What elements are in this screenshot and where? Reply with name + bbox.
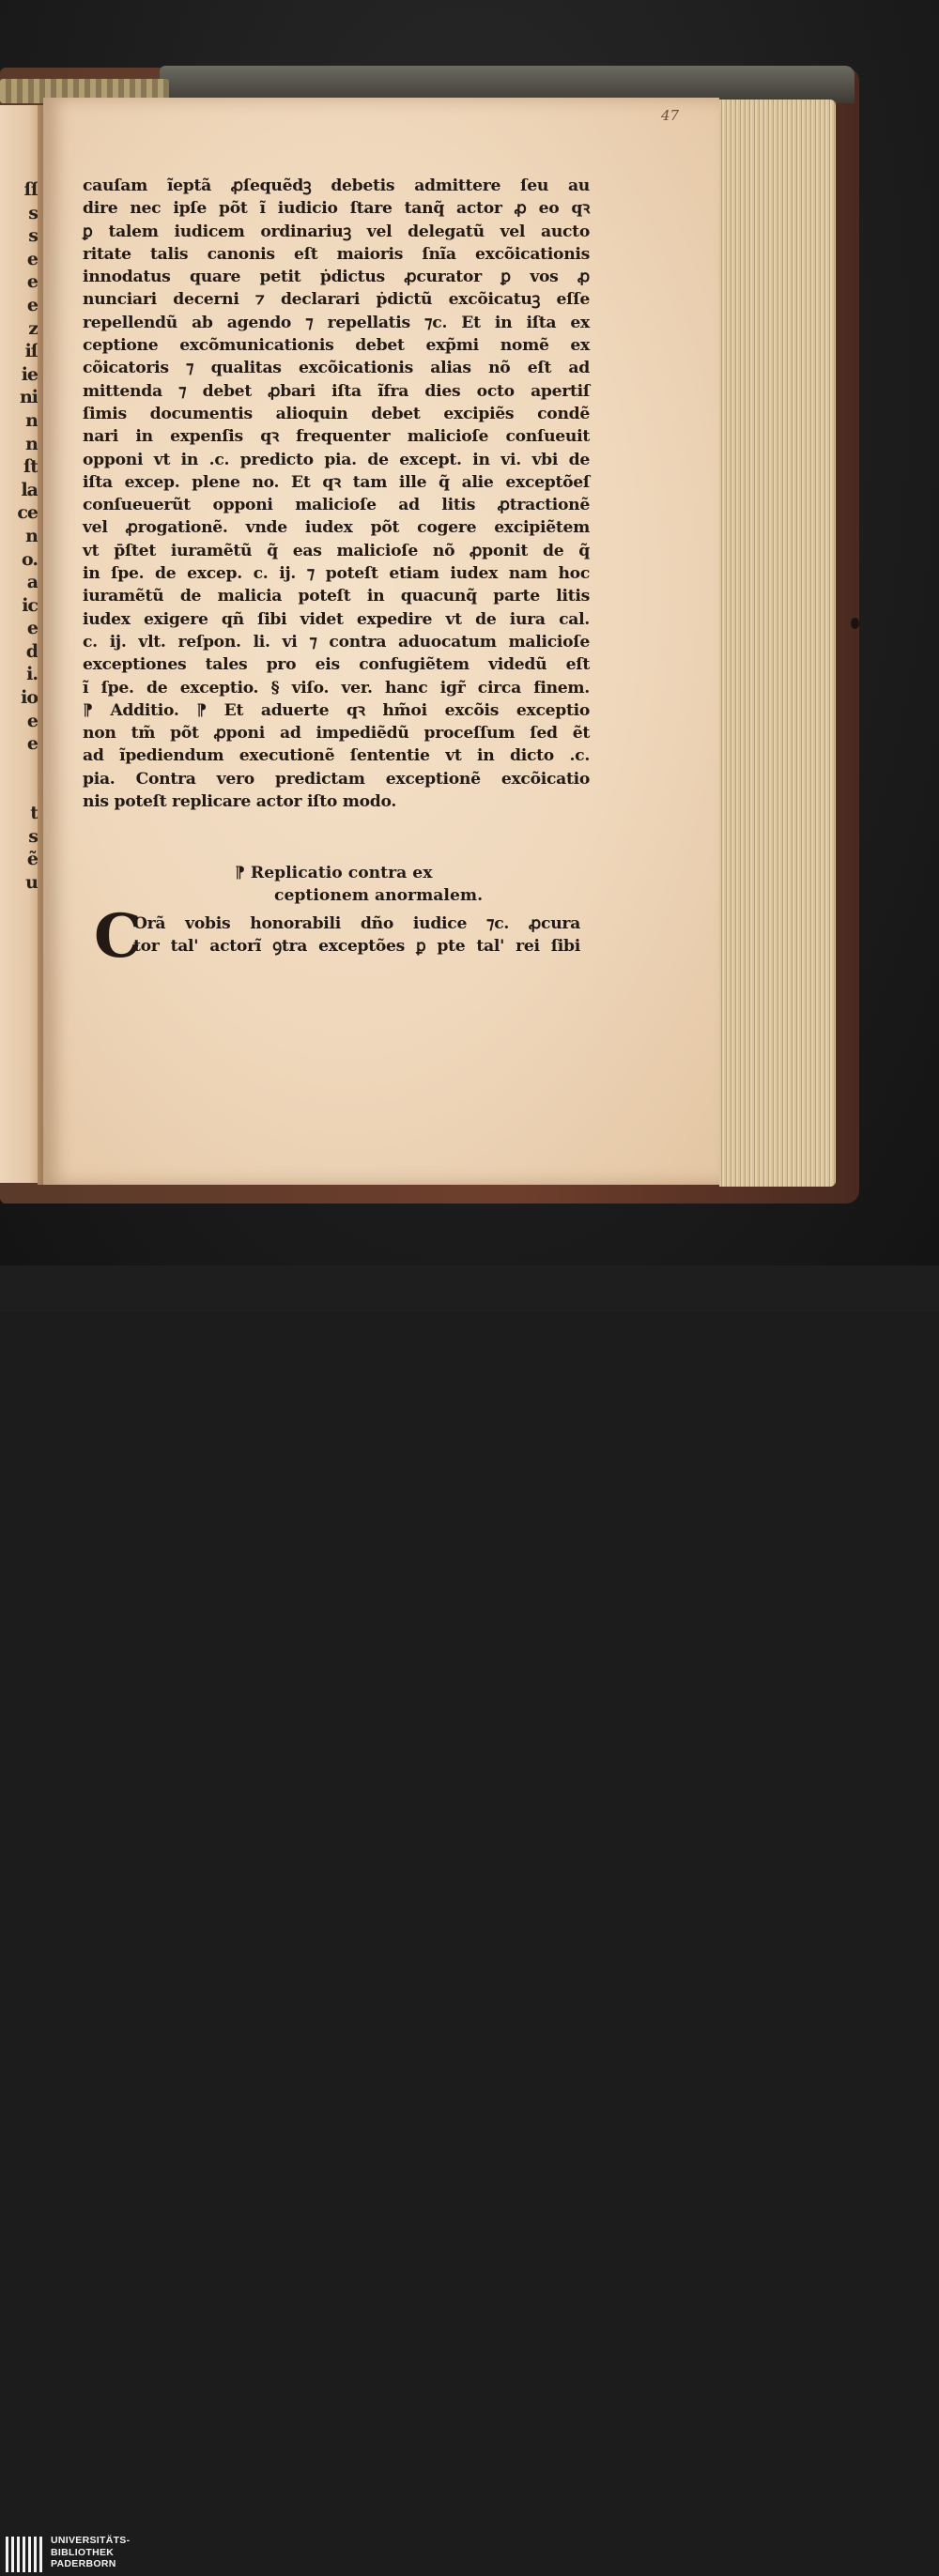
left-page-fragment: a — [26, 572, 38, 593]
text-line: tor tal' actorĩ ꝯtra exceptões ꝑ pte tal' rei ſibi — [133, 937, 580, 957]
text-line: opponi vt in .c. predicto pia. de except. in vi. vbi de — [83, 450, 590, 469]
heading-line: ceptionem anormalem. — [274, 886, 484, 906]
text-line: iuramẽtũ de malicia poteſt in quacunq̃ parte litis — [83, 587, 590, 606]
folio-number: 47 — [661, 107, 680, 124]
library-logo-icon — [4, 2533, 43, 2576]
text-line: nari in expenſis qꝛ frequenter malicioſe conſueuit — [83, 427, 590, 447]
left-page-fragment: ſſ — [23, 179, 38, 200]
text-line: conſueuerũt opponi malicioſe ad litis ꝓtractionẽ — [83, 496, 590, 515]
library-name-line: PADERBORN — [51, 2558, 116, 2569]
left-page-fragment: io — [21, 687, 38, 709]
left-page-fragment: t — [30, 803, 38, 824]
text-line: ad ĩpediendum executionẽ ſententie vt in dicto .c. — [83, 746, 590, 766]
left-page-fragment: s — [28, 225, 38, 247]
left-page-fragment: e — [26, 733, 38, 755]
left-page-fragment: o. — [22, 548, 38, 570]
left-page-fragment: s — [28, 202, 38, 223]
text-line: nunciari decerni ⁊ declarari ṗdictũ excõicatuꝫ eſſe — [83, 290, 590, 310]
text-line: in ſpe. de excep. c. ij. ⁊ poteſt etiam iudex nam hoc — [83, 564, 590, 584]
text-line: ĩ ſpe. de exceptio. § viſo. ver. hanc igr̃ circa finem. — [83, 678, 590, 698]
left-page-fragment: ic — [22, 594, 38, 616]
text-line: mittenda ⁊ debet ꝓbari iſta ĩfra dies octo apertiſ — [83, 381, 590, 401]
text-line: ſimis documentis alioquin debet excipiẽs condẽ — [83, 404, 590, 423]
book-scan — [0, 0, 939, 1265]
footer-bar — [0, 1265, 939, 2569]
initial-capital: C — [94, 901, 142, 972]
text-line: vel ꝓrogationẽ. vnde iudex põt cogere excipiẽtem — [83, 518, 590, 538]
left-page-fragment: n — [25, 409, 38, 431]
left-page-fragment: iſ — [24, 341, 38, 362]
text-line: vt p̄ſtet iuramẽtũ q̃ eas malicioſe nõ ꝓponit de q̃ — [83, 541, 590, 560]
left-page-text — [0, 178, 38, 894]
section-heading — [235, 862, 535, 908]
left-page-fragment: ie — [21, 363, 38, 385]
text-line: ⁋ Additio. ⁋ Et aduerte qꝛ hm̃oi excõis exceptio — [83, 700, 590, 720]
text-line: iſta excep. plene no. Et qꝛ tam ille q̃ alie exceptõeſ — [83, 472, 590, 492]
text-line: pia. Contra vero predictam exceptionẽ excõicatio — [83, 769, 590, 789]
text-line: ceptione excõmunicationis debet exp̃mi nomẽ ex — [83, 336, 590, 356]
text-line: cõicatoris ⁊ qualitas excõicationis alias nõ eſt ad — [83, 359, 590, 378]
library-name-line: BIBLIOTHEK — [51, 2546, 115, 2558]
left-page-fragment: ẽ — [26, 849, 38, 870]
left-page-fragment: ſt — [23, 456, 38, 478]
left-page-fragment: e — [26, 271, 38, 293]
page-edges — [719, 100, 836, 1187]
text-line: Orã vobis honorabili dño iudice ⁊c. ꝓcura — [133, 914, 580, 933]
left-page-fragment: la — [21, 479, 38, 500]
left-page-fragment — [0, 778, 38, 802]
text-line: iudex exigere qñ ſibi videt expedire vt de iura cal. — [83, 609, 590, 629]
left-page-fragment: e — [26, 710, 38, 731]
left-page-fragment: n — [25, 433, 38, 454]
text-line: non tm̃ põt ꝓponi ad impediẽdũ proceſſum ſed ẽt — [83, 724, 590, 744]
text-line: innodatus quare petit ṗdictus ꝓcurator ꝑ vos ꝓ — [83, 268, 590, 287]
text-line: exceptiones tales pro eis confugiẽtem videdũ eſt — [83, 655, 590, 675]
left-page-fragment: e — [26, 248, 38, 269]
library-name-line: UNIVERSITÄTS- — [51, 2535, 131, 2546]
library-name — [51, 2535, 201, 2570]
text-line: cauſam ĩeptã ꝓſequẽdꝫ debetis admittere ſeu au — [83, 176, 590, 195]
left-page-fragment: e — [26, 294, 38, 315]
left-page-fragment: ni — [19, 387, 38, 408]
binding-hole — [851, 618, 859, 629]
left-page-fragment: s — [28, 825, 38, 847]
left-page-fragment: i. — [26, 664, 38, 685]
text-line: nis poteſt replicare actor iſto modo. — [83, 792, 397, 812]
left-page-fragment: ce — [17, 502, 38, 524]
heading-line: ⁋ Replicatio contra ex — [235, 864, 433, 882]
left-page-fragment: z — [28, 317, 38, 339]
text-line: repellendũ ab agendo ⁊ repellatis ⁊c. Et in iſta ex — [83, 313, 590, 332]
left-page-fragment: u — [25, 871, 38, 893]
text-line: ꝑ talem iudicem ordinariuꝫ vel delegatũ vel aucto — [83, 222, 590, 241]
main-text-block — [83, 175, 590, 813]
left-page-fragment — [0, 756, 38, 779]
text-line: c. ij. vlt. reſpon. li. vi ⁊ contra aduocatum malicioſe — [83, 632, 590, 652]
left-page-fragment: e — [26, 618, 38, 639]
text-line: dire nec ipſe põt ĩ iudicio ſtare tanq̃ actor ꝓ eo qꝛ — [83, 199, 590, 219]
left-page-fragment: d — [25, 640, 38, 662]
closing-text-block — [133, 912, 580, 958]
text-line: ritate talis canonis eſt maioris ſnĩa excõicationis — [83, 244, 590, 264]
left-page-fragment: n — [25, 525, 38, 546]
